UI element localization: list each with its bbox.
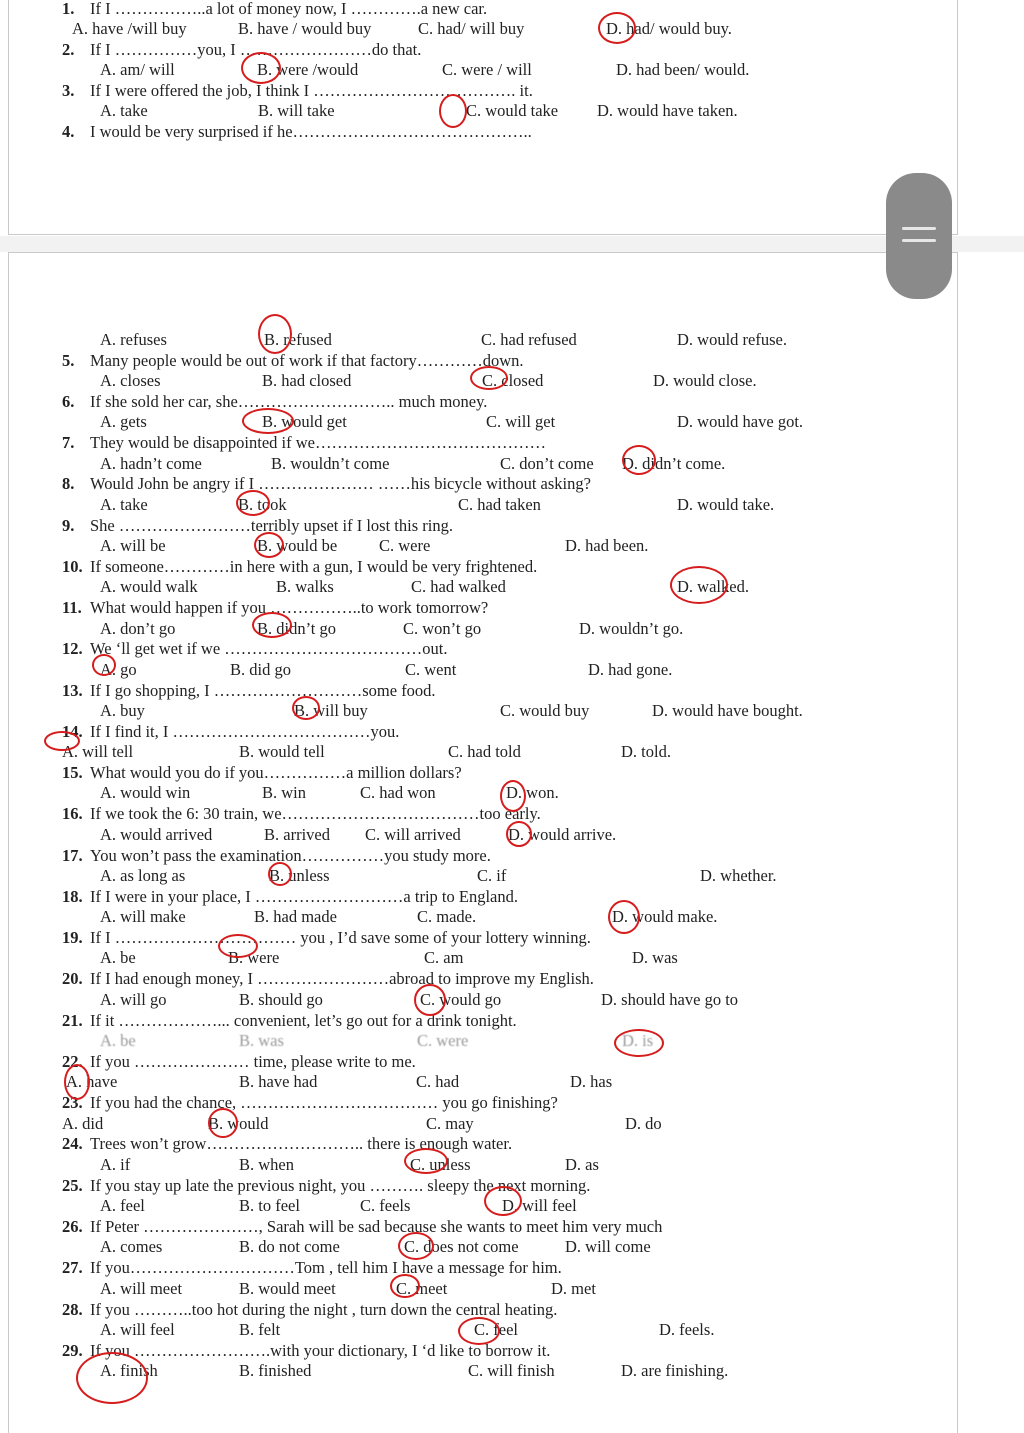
question-text: If someone…………in here with a gun, I would be very frightened.: [90, 557, 538, 576]
answer-option[interactable]: B. should go: [239, 990, 323, 1009]
question-text: If I find it, I ………………………………you.: [90, 722, 400, 741]
answer-option[interactable]: A. will feel: [100, 1320, 175, 1339]
answer-option[interactable]: C. had: [416, 1072, 460, 1091]
answer-option[interactable]: C. would buy: [500, 701, 590, 720]
question-number: 27.: [62, 1258, 83, 1277]
answer-option[interactable]: A. take: [100, 101, 148, 120]
question-number: 23.: [62, 1093, 83, 1112]
answer-option[interactable]: C. unless: [410, 1155, 471, 1174]
question-text: You won’t pass the examination……………you study more.: [90, 846, 491, 865]
answer-option[interactable]: C. would take: [466, 101, 559, 120]
answer-option[interactable]: C. feels: [360, 1196, 411, 1215]
question-text: She ……………………terribly upset if I lost this ring.: [90, 516, 453, 535]
question-text: If you…………………………Tom , tell him I have a message for him.: [90, 1258, 562, 1277]
answer-option[interactable]: C. closed: [482, 371, 544, 390]
answer-option[interactable]: A. hadn’t come: [100, 454, 202, 473]
answer-option[interactable]: B. do not come: [239, 1237, 340, 1256]
question-text: If I were in your place, I ………………………a trip to England.: [90, 887, 518, 906]
question-number: 7.: [62, 433, 75, 452]
answer-option[interactable]: D. are finishing.: [621, 1361, 729, 1380]
answer-option[interactable]: A. have /will buy: [72, 19, 187, 38]
answer-option[interactable]: A. comes: [100, 1237, 163, 1256]
scroll-handle[interactable]: [886, 173, 952, 299]
answer-option[interactable]: A. buy: [100, 701, 145, 720]
answer-option[interactable]: A. will meet: [100, 1279, 183, 1298]
question-text: What would happen if you ……………..to work tomorrow?: [90, 598, 489, 617]
answer-option[interactable]: B. had closed: [262, 371, 352, 390]
answer-option[interactable]: C. had walked: [411, 577, 506, 596]
question-text: If I had enough money, I ……………………abroad to improve my English.: [90, 969, 594, 988]
answer-option[interactable]: B. would get: [262, 412, 347, 431]
question-number: 8.: [62, 474, 75, 493]
answer-option[interactable]: C. don’t come: [500, 454, 594, 473]
answer-option[interactable]: D. as: [565, 1155, 599, 1174]
answer-option[interactable]: C. won’t go: [403, 619, 482, 638]
question-number: 15.: [62, 763, 83, 782]
answer-option[interactable]: B. would be: [257, 536, 338, 555]
answer-option[interactable]: A. be: [100, 948, 136, 967]
question-text: What would you do if you……………a million dollars?: [90, 763, 462, 782]
answer-option[interactable]: A. if: [100, 1155, 131, 1174]
answer-option[interactable]: A. closes: [100, 371, 161, 390]
question-text: If she sold her car, she……………………….. much money.: [90, 392, 488, 411]
answer-option[interactable]: D. would refuse.: [677, 330, 787, 349]
answer-option[interactable]: A. will be: [100, 536, 166, 555]
answer-option[interactable]: D. feels.: [659, 1320, 715, 1339]
answer-option[interactable]: D. would make.: [612, 907, 718, 926]
answer-option[interactable]: B. refused: [264, 330, 332, 349]
answer-option[interactable]: B. arrived: [264, 825, 330, 844]
answer-option[interactable]: A. don’t go: [100, 619, 176, 638]
question-number: 3.: [62, 81, 75, 100]
answer-option[interactable]: C. went: [405, 660, 457, 679]
question-number: 13.: [62, 681, 83, 700]
answer-option[interactable]: A. did: [62, 1114, 104, 1133]
answer-option[interactable]: D. had/ would buy.: [606, 19, 732, 38]
question-number: 5.: [62, 351, 75, 370]
answer-option[interactable]: C. am: [424, 948, 464, 967]
answer-option[interactable]: C. had/ will buy: [418, 19, 525, 38]
answer-option[interactable]: A. will go: [100, 990, 167, 1009]
question-text: We ‘ll get wet if we ………………………………out.: [90, 639, 448, 658]
answer-option[interactable]: D. met: [551, 1279, 596, 1298]
answer-option[interactable]: B. will take: [258, 101, 335, 120]
question-text: If I …………………………… you , I’d save some of your lottery winning.: [90, 928, 591, 947]
question-text: If we took the 6: 30 train, we………………………………too early.: [90, 804, 541, 823]
answer-option[interactable]: B. to feel: [239, 1196, 300, 1215]
answer-option[interactable]: A. go: [100, 660, 137, 679]
question-text: Many people would be out of work if that factory…………down.: [90, 351, 524, 370]
answer-option[interactable]: A. feel: [100, 1196, 145, 1215]
answer-option[interactable]: D. had been/ would.: [616, 60, 750, 79]
answer-option[interactable]: C. feel: [474, 1320, 518, 1339]
question-text: If I go shopping, I ………………………some food.: [90, 681, 436, 700]
answer-option[interactable]: C. were: [379, 536, 431, 555]
question-number: 21.: [62, 1011, 83, 1030]
answer-option[interactable]: A. will make: [100, 907, 186, 926]
answer-option[interactable]: B. have had: [239, 1072, 318, 1091]
answer-option[interactable]: D. is: [622, 1031, 654, 1050]
question-number: 18.: [62, 887, 83, 906]
answer-option[interactable]: B. win: [262, 783, 307, 802]
question-number: 4.: [62, 122, 75, 141]
answer-option[interactable]: C. if: [477, 866, 507, 885]
answer-option[interactable]: B. would tell: [239, 742, 325, 761]
answer-option[interactable]: A. finish: [100, 1361, 158, 1380]
question-number: 28.: [62, 1300, 83, 1319]
question-text: If Peter …………………, Sarah will be sad because she wants to meet him very much: [90, 1217, 663, 1236]
question-text: If you had the chance, ……………………………… you go finishing?: [90, 1093, 558, 1112]
answer-option[interactable]: B. were: [228, 948, 280, 967]
answer-option[interactable]: B. would meet: [239, 1279, 336, 1298]
answer-option[interactable]: D. would have got.: [677, 412, 804, 431]
answer-option[interactable]: B. felt: [239, 1320, 281, 1339]
answer-option[interactable]: D. wouldn’t go.: [579, 619, 684, 638]
handle-grip-icon: [902, 239, 936, 242]
answer-option[interactable]: C. will finish: [468, 1361, 555, 1380]
answer-option[interactable]: B. would: [208, 1114, 269, 1133]
answer-option[interactable]: D. had been.: [565, 536, 649, 555]
answer-option[interactable]: D. has: [570, 1072, 613, 1091]
answer-option[interactable]: D. would have bought.: [652, 701, 803, 720]
question-text: If I ……………you, I ……………………do that.: [90, 40, 422, 59]
answer-option[interactable]: B. did go: [230, 660, 291, 679]
answer-option[interactable]: A. would arrived: [100, 825, 213, 844]
question-number: 14.: [62, 722, 83, 741]
page-gap: [0, 236, 1024, 252]
answer-option[interactable]: C. would go: [420, 990, 502, 1009]
question-number: 1.: [62, 0, 75, 18]
answer-option[interactable]: B. walks: [276, 577, 334, 596]
question-number: 11.: [62, 598, 82, 617]
answer-option[interactable]: D. would close.: [653, 371, 757, 390]
question-text: I would be very surprised if he……………………………………..: [90, 122, 532, 141]
answer-option[interactable]: A. be: [100, 1031, 136, 1050]
answer-option[interactable]: C. had refused: [481, 330, 577, 349]
answer-option[interactable]: A. would win: [100, 783, 191, 802]
answer-option[interactable]: C. had told: [448, 742, 521, 761]
answer-option[interactable]: C. does not come: [404, 1237, 519, 1256]
question-number: 29.: [62, 1341, 83, 1360]
answer-option[interactable]: B. will buy: [294, 701, 368, 720]
answer-option[interactable]: C. will arrived: [365, 825, 461, 844]
answer-option[interactable]: D. whether.: [700, 866, 777, 885]
answer-option[interactable]: D. won.: [506, 783, 559, 802]
answer-option[interactable]: C. meet: [396, 1279, 448, 1298]
question-text: If you stay up late the previous night, you ………. sleepy the next morning.: [90, 1176, 591, 1195]
answer-option[interactable]: A. refuses: [100, 330, 167, 349]
question-number: 25.: [62, 1176, 83, 1195]
answer-option[interactable]: C. may: [426, 1114, 474, 1133]
answer-option[interactable]: D. was: [632, 948, 678, 967]
answer-option[interactable]: B. wouldn’t come: [271, 454, 390, 473]
question-number: 2.: [62, 40, 75, 59]
answer-option[interactable]: C. had taken: [458, 495, 541, 514]
handle-grip-icon: [902, 227, 936, 230]
question-text: If you ………..too hot during the night , turn down the central heating.: [90, 1300, 558, 1319]
answer-option[interactable]: B. were /would: [257, 60, 359, 79]
question-number: 6.: [62, 392, 75, 411]
answer-option[interactable]: A. will tell: [62, 742, 134, 761]
answer-option[interactable]: D. will come: [565, 1237, 651, 1256]
answer-option[interactable]: D. do: [625, 1114, 662, 1133]
question-text: Trees won’t grow……………………….. there is enough water.: [90, 1134, 513, 1153]
answer-option[interactable]: B. took: [238, 495, 287, 514]
question-number: 10.: [62, 557, 83, 576]
answer-option[interactable]: D. walked.: [677, 577, 749, 596]
question-text: Would John be angry if I ………………… ……his bicycle without asking?: [90, 474, 591, 493]
answer-option[interactable]: B. was: [239, 1031, 284, 1050]
answer-option[interactable]: B. unless: [269, 866, 330, 885]
answer-option[interactable]: D. would have taken.: [597, 101, 738, 120]
answer-option[interactable]: D. would arrive.: [508, 825, 617, 844]
answer-option[interactable]: D. had gone.: [588, 660, 673, 679]
answer-option[interactable]: D. will feel: [502, 1196, 577, 1215]
answer-option[interactable]: A. have: [66, 1072, 118, 1091]
question-number: 16.: [62, 804, 83, 823]
question-number: 19.: [62, 928, 83, 947]
answer-option[interactable]: A. gets: [100, 412, 147, 431]
answer-option[interactable]: A. take: [100, 495, 148, 514]
question-text: If you ………………… time, please write to me.: [90, 1052, 416, 1071]
answer-option[interactable]: D. would take.: [677, 495, 775, 514]
answer-option[interactable]: D. told.: [621, 742, 671, 761]
answer-option[interactable]: C. had won: [360, 783, 436, 802]
question-number: 26.: [62, 1217, 83, 1236]
question-text: If you …………………….with your dictionary, I ‘d like to borrow it.: [90, 1341, 551, 1360]
question-number: 24.: [62, 1134, 83, 1153]
answer-option[interactable]: B. finished: [239, 1361, 312, 1380]
answer-option[interactable]: B. had made: [254, 907, 337, 926]
answer-option[interactable]: B. have / would buy: [238, 19, 372, 38]
answer-option[interactable]: A. as long as: [100, 866, 186, 885]
question-text: If it ………………... convenient, let’s go out for a drink tonight.: [90, 1011, 517, 1030]
question-number: 12.: [62, 639, 83, 658]
answer-option[interactable]: B. when: [239, 1155, 294, 1174]
question-number: 17.: [62, 846, 83, 865]
answer-option[interactable]: A. am/ will: [100, 60, 175, 79]
answer-option[interactable]: C. were / will: [442, 60, 532, 79]
question-number: 9.: [62, 516, 75, 535]
answer-option[interactable]: A. would walk: [100, 577, 198, 596]
question-number: 22.: [62, 1052, 83, 1071]
answer-option[interactable]: D. didn’t come.: [622, 454, 726, 473]
question-text: If I ……………..a lot of money now, I ………….a new car.: [90, 0, 488, 18]
question-text: They would be disappointed if we……………………………………: [90, 433, 546, 452]
answer-option[interactable]: C. were: [417, 1031, 469, 1050]
question-number: 20.: [62, 969, 83, 988]
question-text: If I were offered the job, I think I ………………………………. it.: [90, 81, 533, 100]
answer-option[interactable]: C. made.: [417, 907, 477, 926]
answer-option[interactable]: D. should have go to: [601, 990, 739, 1009]
answer-option[interactable]: B. didn’t go: [257, 619, 336, 638]
answer-option[interactable]: C. will get: [486, 412, 556, 431]
